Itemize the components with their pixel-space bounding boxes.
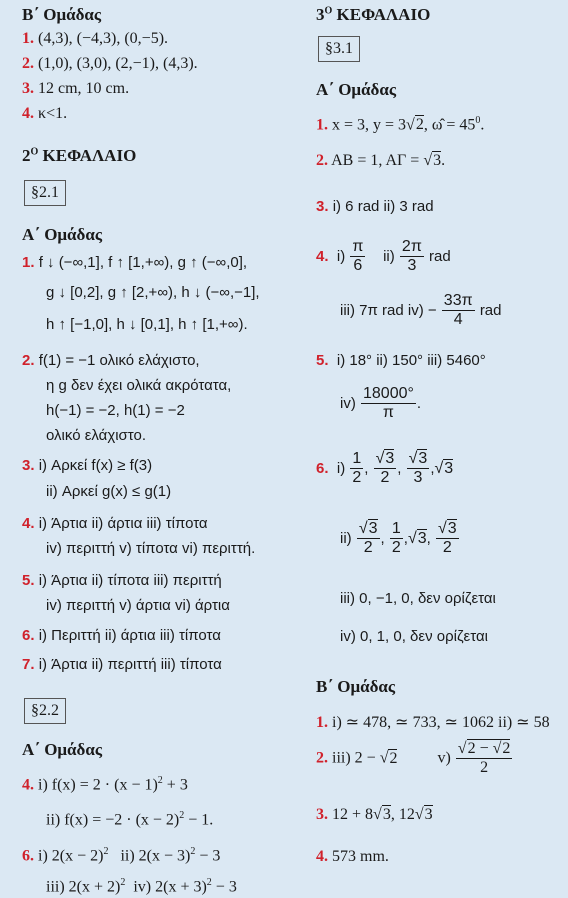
list-item: 6. i) $\frac{1}{2}$ , $\frac{√3}{2}$ , $\frac{√3}{3}$ ,√3 (316, 450, 454, 487)
list-item: 6. i) $2(x - 2)^2$ ii) $2(x - 3)^2 - 3$ (22, 846, 221, 865)
list-item: 1. (4,3), (−4,3), (0,−5). (22, 30, 169, 47)
list-item: 4. 573 mm. (316, 848, 389, 865)
list-item-line: ii) $\frac{√3}{2}$ , $\frac{1}{2}$ ,√3, $\frac{√3}{2}$ (340, 520, 457, 557)
chapter-2-heading: $2^O$ ΚΕΦΑΛΑΙΟ (22, 146, 137, 165)
list-item: 6. i) Περιττή ii) άρτια iii) τίποτα (22, 627, 221, 644)
list-item: 7. i) Άρτια ii) περιττή iii) τίποτα (22, 656, 222, 673)
list-item: 2. iii) 2 − √2 v) $\frac{√2 - √2}{2}$ (316, 740, 511, 777)
list-item: 2. f(1) = −1 ολικό ελάχιστο, (22, 352, 200, 369)
section-2-2-box: §2.2 (24, 698, 66, 724)
list-item: 2. AB = 1, AΓ = √3. (316, 152, 446, 169)
list-item: 5. i) 18° ii) 150° iii) 5460° (316, 352, 486, 369)
list-item: 5. i) Άρτια ii) τίποτα iii) περιττή (22, 572, 222, 589)
list-item-line: iii) 0, −1, 0, δεν ορίζεται (340, 590, 496, 607)
list-item: 1. f ↓ (−∞,1], f ↑ [1,+∞), g ↑ (−∞,0], (22, 254, 248, 271)
list-item: 1. i) ≃ 478, ≃ 733, ≃ 1062 ii) ≃ 58 (316, 714, 550, 731)
a-group-title-3: Α΄ Ομάδας (316, 80, 397, 99)
list-item: 4. i) Άρτια ii) άρτια iii) τίποτα (22, 515, 208, 532)
chapter-3-heading: $3^O$ ΚΕΦΑΛΑΙΟ (316, 5, 431, 24)
list-item: 3. 12 + 8√3, 12√3 (316, 806, 433, 823)
list-item: 3. 12 cm, 10 cm. (22, 80, 130, 97)
list-item-line: iv) περιττή v) άρτια vi) άρτια (46, 597, 230, 614)
list-item: 4. i) $\frac{\pi}{6}$ ii) $\frac{2\pi}{3}$ rad (316, 238, 451, 275)
list-item-line: η g δεν έχει ολικά ακρότατα, (46, 377, 232, 394)
b-group-title-3: Β΄ Ομάδας (316, 677, 396, 696)
list-item-line: iv) 0, 1, 0, δεν ορίζεται (340, 628, 488, 645)
list-item: 4. κ<1. (22, 105, 68, 122)
list-item: 3. i) 6 rad ii) 3 rad (316, 198, 434, 215)
list-item-line: ii) $f(x) = -2 \cdot (x - 2)^2 - 1$. (46, 810, 214, 829)
list-item-line: ολικό ελάχιστο. (46, 427, 147, 444)
list-item: 1. x = 3, y = 3√2, ω̂ = $45^0$. (316, 115, 485, 134)
list-item-line: h(−1) = −2, h(1) = −2 (46, 402, 185, 419)
list-item-line: h ↑ [−1,0], h ↓ [0,1], h ↑ [1,+∞). (46, 316, 248, 333)
list-item: 2. (1,0), (3,0), (2,−1), (4,3). (22, 55, 198, 72)
section-2-1-box: §2.1 (24, 180, 66, 206)
list-item: 3. i) Αρκεί f(x) ≥ f(3) (22, 457, 153, 474)
list-item-line: g ↓ [0,2], g ↑ [2,+∞), h ↓ (−∞,−1], (46, 284, 260, 301)
section-3-1-box: §3.1 (318, 36, 360, 62)
list-item-line: ii) Αρκεί g(x) ≤ g(1) (46, 483, 172, 500)
list-item-line: iv) $\frac{18000^\circ}{\pi}$ . (340, 385, 422, 422)
b-group-title: Β΄ Ομάδας (22, 5, 102, 24)
a-group-title: Α΄ Ομάδας (22, 225, 103, 244)
list-item-line: iii) 7π rad iv) − $\frac{33\pi}{4}$ rad (340, 292, 502, 329)
a-group-title-2: Α΄ Ομάδας (22, 740, 103, 759)
list-item: 4. i) $f(x) = 2 \cdot (x - 1)^2 + 3$ (22, 775, 188, 794)
list-item-line: iii) $2(x + 2)^2$ iv) $2(x + 3)^2 - 3$ (46, 877, 237, 896)
list-item-line: iv) περιττή v) τίποτα vi) περιττή. (46, 540, 256, 557)
